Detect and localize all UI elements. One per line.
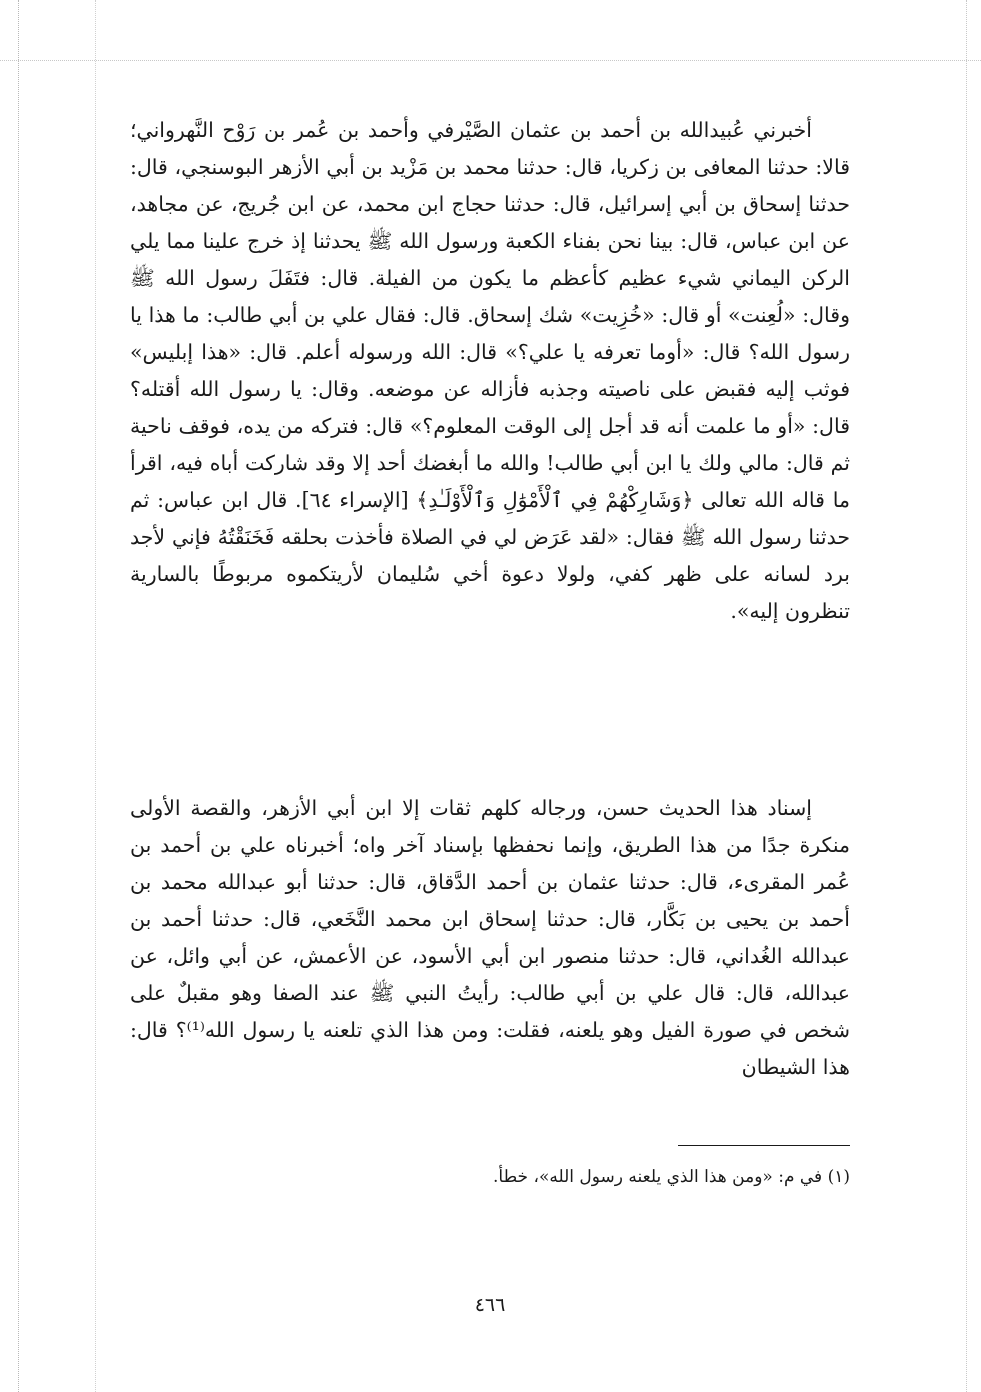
footnote-separator (678, 1145, 850, 1146)
scan-edge-mark (0, 60, 981, 61)
body-paragraph: إسناد هذا الحديث حسن، ورجاله كلهم ثقات إلا ابن أبي الأزهر، والقصة الأولى منكرة جدًا من هذا الطريق، وإنما نحفظها بإسناد آخر واه؛ أخبرناه علي بن أحمد بن عُمر المقرىء، قال: حدثنا عثمان بن أحمد الدَّقاق، قال: حدثنا أبو عبدالله محمد بن أحمد بن يحيى بن بَكَّار، قال: حدثنا إسحاق ابن محمد النَّخَعي، قال: حدثنا أحمد بن عبدالله الغُداني، قال: حدثنا منصور ابن أبي الأسود، عن الأعمش، عن أبي وائل، عن عبدالله، قال: قال علي بن أبي طالب: رأيتُ النبي ﷺ عند الصفا وهو مقبلٌ على شخص في صورة الفيل وهو يلعنه، فقلت: ومن هذا الذي تلعنه يا رسول الله⁽¹⁾؟ قال: هذا الشيطان (130, 796, 851, 1079)
scan-edge-mark (95, 0, 96, 1392)
scan-edge-mark (18, 0, 19, 1392)
main-text-block (130, 112, 850, 630)
main-text-block (130, 790, 850, 1086)
scan-edge-mark (966, 0, 967, 1392)
page-number: ٤٦٦ (474, 1294, 506, 1316)
body-paragraph: أخبرني عُبيدالله بن أحمد بن عثمان الصَّيْرفي وأحمد بن عُمر بن رَوْح النَّهرواني؛ قالا: حدثنا المعافى بن زكريا، قال: حدثنا محمد بن مَزْيد بن أبي الأزهر البوسنجي، قال: حدثنا إسحاق بن أبي إسرائيل، قال: حدثنا حجاج ابن محمد، عن ابن جُريج، عن مجاهد، عن ابن عباس، قال: بينا نحن بفناء الكعبة ورسول الله ﷺ يحدثنا إذ خرج علينا مما يلي الركن اليماني شيء عظيم كأعظم ما يكون من الفيلة. قال: فتَفَلَ رسول الله ﷺ وقال: «لُعِنت» أو قال: «خُزِيت» شك إسحاق. قال: فقال علي بن أبي طالب: ما هذا يا رسول الله؟ قال: «أوما تعرفه يا علي؟» قال: الله ورسوله أعلم. قال: «هذا إبليس» فوثب إليه فقبض على ناصيته وجذبه فأزاله عن موضعه. وقال: يا رسول الله أقتله؟ قال: «أو ما علمت أنه قد أجل إلى الوقت المعلوم؟» قال: فتركه من يده، فوقف ناحية ثم قال: مالي ولك يا ابن أبي طالب! والله ما أبغضك أحد إلا وقد شاركت أباه فيه، اقرأ ما قاله الله تعالى ﴿وَشَارِكْهُمْ فِي ٱلْأَمْوَٰلِ وَٱلْأَوْلَـٰدِ﴾ [الإسراء ٦٤]. قال ابن عباس: ثم حدثنا رسول الله ﷺ فقال: «لقد عَرَض لي في الصلاة فأخذت بحلقه فَخَنَقْتُهُ فإني لأجد برد لسانه على ظهر كفي، ولولا دعوة أخي سُليمان لأريتكموه مربوطًا بالسارية تنظرون إليه». (130, 118, 850, 623)
footnote: (١) في م: «ومن هذا الذي يلعنه رسول الله»، خطأ. (493, 1167, 850, 1187)
